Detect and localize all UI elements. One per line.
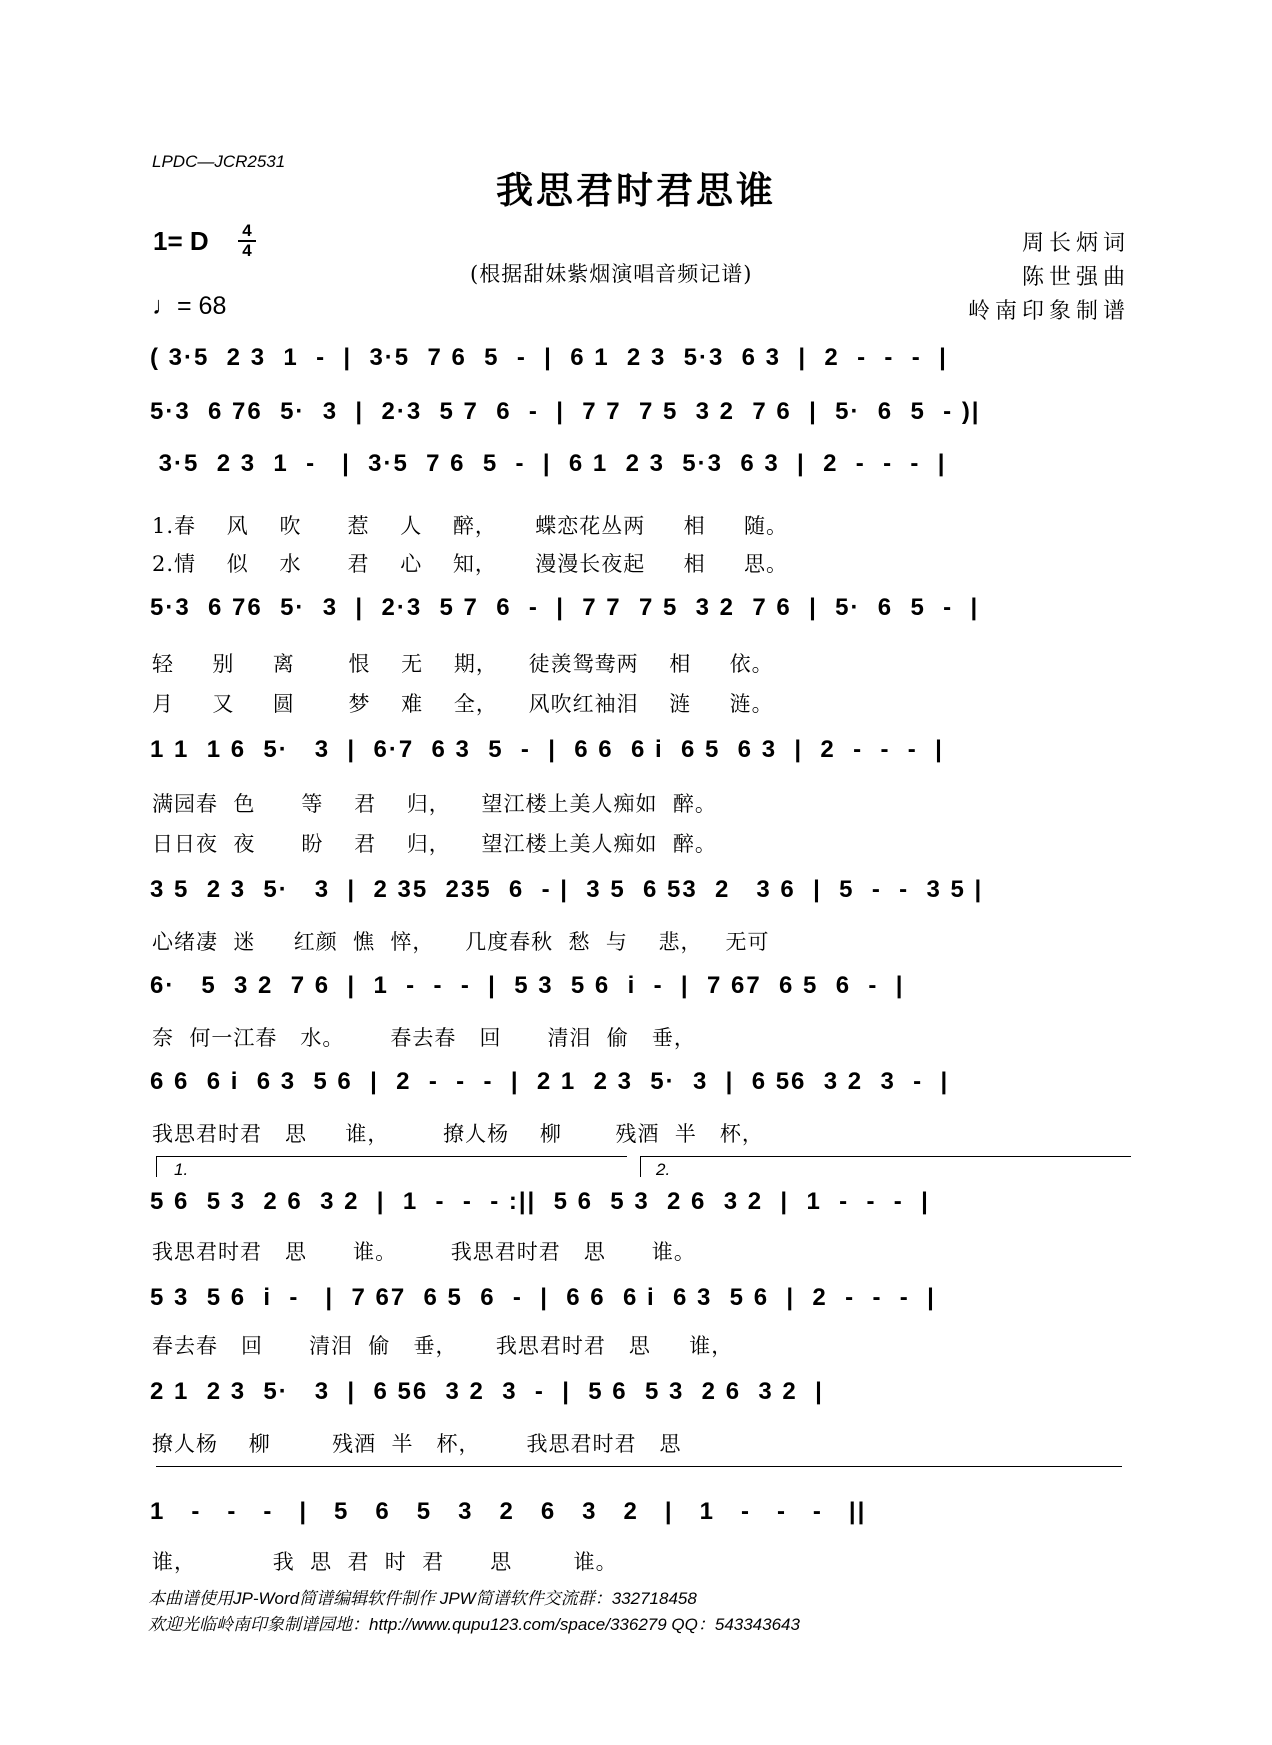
- lyric-line: 月 又 圆 梦 难 全， 风吹红袖泪 涟 涟。: [152, 692, 774, 716]
- lyric-line: 1.春 风 吹 惹 人 醉， 蝶恋花丛两 相 随。: [152, 514, 789, 538]
- first-ending-bracket: [156, 1156, 627, 1177]
- arranger-credit: 岭南印象制谱: [967, 299, 1130, 324]
- notation-row: [150, 1494, 1132, 1534]
- second-ending-bracket: [640, 1156, 1131, 1177]
- notation-row: [150, 732, 1132, 772]
- lyric-line: 2.情 似 水 君 心 知， 漫漫长夜起 相 思。: [152, 552, 789, 576]
- footer-site-note: 欢迎光临岭南印象制谱园地：http://www.qupu123.com/space/336279 QQ：543343643: [148, 1615, 800, 1634]
- notation-text: 2 1 2 3 5· 3 | 6 56 3 2 3 - | 5 6 5 3 2 6 3 2 |: [150, 1378, 824, 1405]
- second-ending-label: 2.: [656, 1160, 671, 1179]
- lyric-line: 撩人杨 柳 残酒 半 杯， 我思君时君 思: [152, 1432, 682, 1456]
- lyric-line: 春去春 回 清泪 偷 垂， 我思君时君 思 谁，: [152, 1334, 734, 1358]
- final-system-line: [156, 1466, 1122, 1487]
- notation-row: [150, 590, 1132, 630]
- notation-row: [150, 446, 1132, 486]
- notation-text: 1 1 1 6 5· 3 | 6·7 6 3 5 - | 6 6 6 i 6 5 6 3 | 2 - - - |: [150, 736, 944, 763]
- notation-row: [150, 968, 1132, 1008]
- lyricist-credit: 周长炳词: [1021, 231, 1130, 256]
- notation-text: 1 - - - | 5 6 5 3 2 6 3 2 | 1 - - - ||: [150, 1498, 867, 1525]
- notation-text: 5 6 5 3 2 6 3 2 | 1 - - - :|| 5 6 5 3 2 6 3 2 | 1 - - - |: [150, 1188, 930, 1215]
- notation-text: 6· 5 3 2 7 6 | 1 - - - | 5 3 5 6 i - | 7 67 6 5 6 - |: [150, 972, 905, 999]
- transcription-note: (根据甜妹紫烟演唱音频记谱): [470, 262, 753, 286]
- notation-row: [150, 1184, 1132, 1224]
- lyric-line: 满园春 色 等 君 归， 望江楼上美人痴如 醉。: [152, 792, 717, 816]
- tempo-marking: [152, 292, 226, 321]
- page-title: 我思君时君思谁: [496, 168, 776, 212]
- notation-row: [150, 394, 1132, 434]
- time-signature: [236, 222, 258, 260]
- notation-text: 3·5 2 3 1 - | 3·5 7 6 5 - | 6 1 2 3 5·3 6 3 | 2 - - - |: [150, 450, 947, 477]
- notation-text: 5·3 6 76 5· 3 | 2·3 5 7 6 - | 7 7 7 5 3 2 7 6 | 5· 6 5 - )|: [150, 398, 981, 425]
- notation-row: [150, 1280, 1132, 1320]
- notation-row: [150, 872, 1132, 912]
- lyric-line: 心绪凄 迷 红颜 憔 悴， 几度春秋 愁 与 悲， 无可: [152, 930, 770, 954]
- lyric-line: 奈 何一江春 水。 春去春 回 清泪 偷 垂，: [152, 1026, 696, 1050]
- quarter-note-icon: ♩: [152, 292, 177, 320]
- score-code: LPDC—JCR2531: [152, 152, 286, 171]
- notation-text: ( 3·5 2 3 1 - | 3·5 7 6 5 - | 6 1 2 3 5·3 6 3 | 2 - - - |: [150, 344, 948, 371]
- notation-text: 6 6 6 i 6 3 5 6 | 2 - - - | 2 1 2 3 5· 3 | 6 56 3 2 3 - |: [150, 1068, 950, 1095]
- notation-text: 3 5 2 3 5· 3 | 2 35 235 6 - | 3 5 6 53 2 3 6 | 5 - - 3 5 |: [150, 876, 984, 903]
- lyric-line: 我思君时君 思 谁。 我思君时君 思 谁。: [152, 1240, 696, 1264]
- footer-software-note: 本曲谱使用JP-Word简谱编辑软件制作 JPW简谱软件交流群：332718458: [148, 1589, 697, 1608]
- notation-row: [150, 1374, 1132, 1414]
- time-signature-top: 4: [242, 221, 252, 240]
- notation-text: 5·3 6 76 5· 3 | 2·3 5 7 6 - | 7 7 7 5 3 2 7 6 | 5· 6 5 - |: [150, 594, 980, 621]
- key-signature: 1= D: [153, 226, 209, 256]
- lyric-line: 轻 别 离 恨 无 期， 徒羡鸳鸯两 相 依。: [152, 652, 774, 676]
- notation-row: [150, 1064, 1132, 1104]
- notation-row: [150, 340, 1132, 380]
- lyric-line: 谁， 我 思 君 时 君 思 谁。: [152, 1550, 618, 1574]
- first-ending-label: 1.: [174, 1160, 189, 1179]
- lyric-line: 日日夜 夜 盼 君 归， 望江楼上美人痴如 醉。: [152, 832, 717, 856]
- time-signature-bottom: 4: [242, 241, 252, 260]
- lyric-line: 我思君时君 思 谁， 撩人杨 柳 残酒 半 杯，: [152, 1122, 764, 1146]
- composer-credit: 陈世强曲: [1021, 265, 1130, 290]
- tempo-value: = 68: [177, 292, 227, 320]
- notation-text: 5 3 5 6 i - | 7 67 6 5 6 - | 6 6 6 i 6 3 5 6 | 2 - - - |: [150, 1284, 936, 1311]
